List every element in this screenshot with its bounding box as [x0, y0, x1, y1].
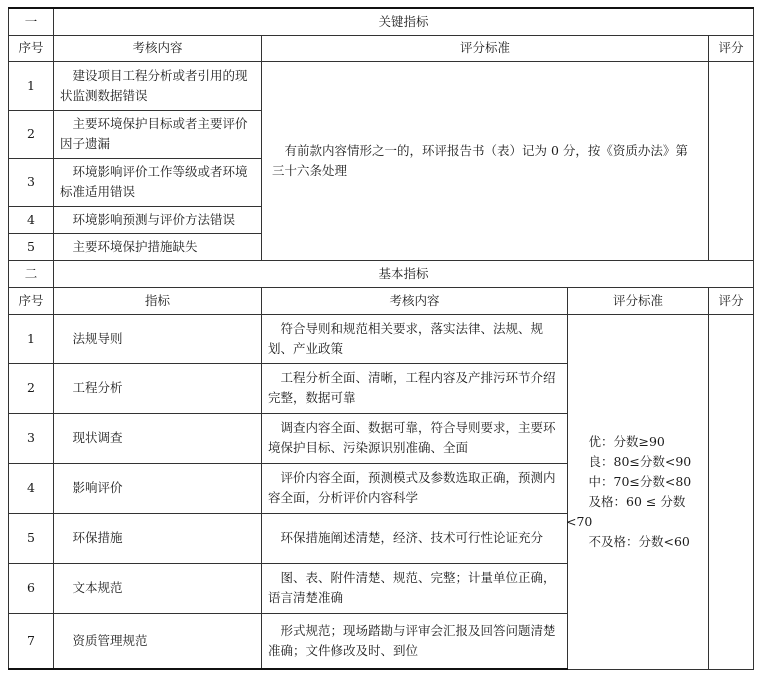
section1-number: 一	[9, 8, 54, 35]
section1-header-row	[9, 35, 754, 61]
header-score: 评分	[709, 287, 754, 314]
header-standard: 评分标准	[262, 35, 709, 61]
section1-title-row	[9, 8, 754, 35]
row-content: 符合导则和规范相关要求，落实法律、法规、规划、产业政策	[262, 314, 568, 363]
grade-line: 良：80≤分数<90	[588, 453, 692, 469]
row-content: 主要环境保护目标或者主要评价因子遗漏	[54, 110, 262, 158]
row-content: 环保措施阐述清楚，经济、技术可行性论证充分	[262, 513, 568, 563]
row-seq: 5	[9, 233, 54, 260]
evaluation-table	[8, 7, 754, 670]
row-seq: 4	[9, 206, 54, 233]
row-seq: 4	[9, 463, 54, 513]
header-seq: 序号	[9, 35, 54, 61]
grade-line: 不及格：分数<60	[588, 533, 690, 549]
grade-line: <70	[566, 513, 593, 529]
row-indicator: 资质管理规范	[54, 613, 262, 669]
score-cell	[709, 314, 754, 669]
score-cell	[709, 61, 754, 260]
row-seq: 3	[9, 158, 54, 206]
grade-line: 及格：60 ≤ 分数	[588, 493, 686, 509]
header-score: 评分	[709, 35, 754, 61]
row-indicator: 文本规范	[54, 563, 262, 613]
row-indicator: 现状调查	[54, 413, 262, 463]
header-content: 考核内容	[54, 35, 262, 61]
row-seq: 3	[9, 413, 54, 463]
header-seq: 序号	[9, 287, 54, 314]
row-indicator: 法规导则	[54, 314, 262, 363]
row-seq: 2	[9, 110, 54, 158]
row-content: 形式规范；现场踏勘与评审会汇报及回答问题清楚准确；文件修改及时、到位	[262, 613, 568, 669]
row-seq: 6	[9, 563, 54, 613]
row-content: 环境影响预测与评价方法错误	[54, 206, 262, 233]
header-content: 考核内容	[262, 287, 568, 314]
section2-number: 二	[9, 260, 54, 287]
row-seq: 1	[9, 314, 54, 363]
row-indicator: 环保措施	[54, 513, 262, 563]
row-indicator: 工程分析	[54, 363, 262, 413]
grade-line: 优：分数≥90	[588, 433, 665, 449]
section2-title-row	[9, 260, 754, 287]
key-standard: 有前款内容情形之一的，环评报告书（表）记为 0 分，按《资质办法》第三十六条处理	[262, 61, 709, 260]
header-standard: 评分标准	[568, 287, 709, 314]
row-content: 评价内容全面，预测模式及参数选取正确，预测内容全面，分析评价内容科学	[262, 463, 568, 513]
row-seq: 1	[9, 61, 54, 110]
grade-line: 中：70≤分数<80	[588, 473, 692, 489]
section2-header-row	[9, 287, 754, 314]
header-indicator: 指标	[54, 287, 262, 314]
row-seq: 5	[9, 513, 54, 563]
row-content: 调查内容全面、数据可靠，符合导则要求，主要环境保护目标、污染源识别准确、全面	[262, 413, 568, 463]
row-indicator: 影响评价	[54, 463, 262, 513]
section1-title: 关键指标	[54, 8, 754, 35]
row-content: 环境影响评价工作等级或者环境标准适用错误	[54, 158, 262, 206]
row-content: 主要环境保护措施缺失	[54, 233, 262, 260]
table-row	[9, 61, 754, 110]
row-seq: 2	[9, 363, 54, 413]
row-content: 图、表、附件清楚、规范、完整；计量单位正确，语言清楚准确	[262, 563, 568, 613]
section2-title: 基本指标	[54, 260, 754, 287]
row-seq: 7	[9, 613, 54, 669]
row-content: 建设项目工程分析或者引用的现状监测数据错误	[54, 61, 262, 110]
row-content: 工程分析全面、清晰，工程内容及产排污环节介绍完整，数据可靠	[262, 363, 568, 413]
table-row	[9, 314, 754, 363]
grade-standard	[568, 314, 709, 669]
